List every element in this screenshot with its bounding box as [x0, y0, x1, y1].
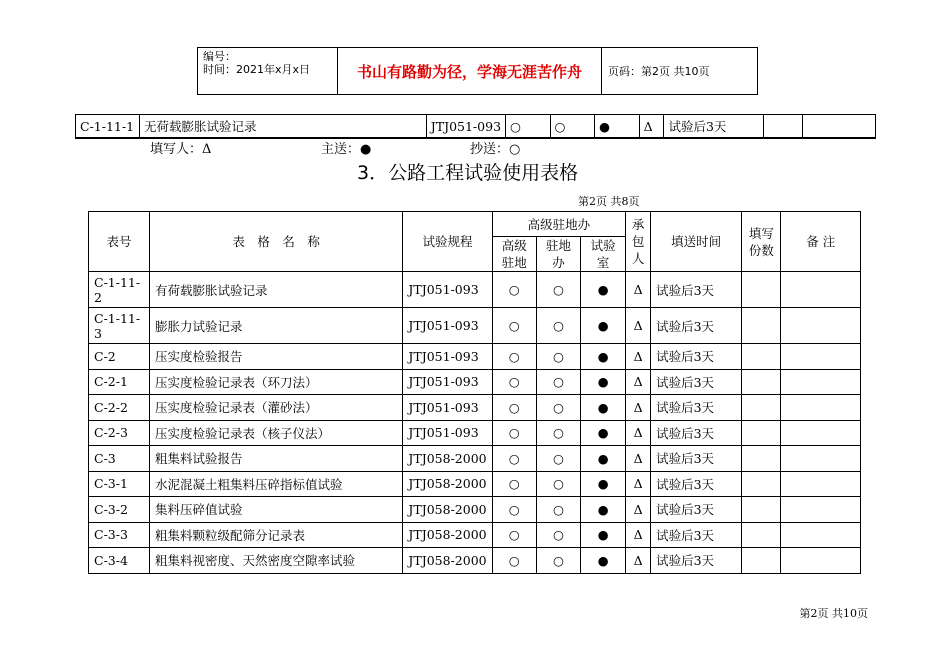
cell-remark	[781, 548, 861, 574]
cell-sub2: ○	[536, 471, 580, 497]
col-code-header: 表号	[89, 212, 150, 272]
cell-code: C-2	[89, 344, 150, 370]
col-group-header: 高级驻地办	[492, 212, 626, 237]
cell-contractor: Δ	[626, 420, 651, 446]
cell-contractor: Δ	[626, 497, 651, 523]
cell-code: C-1-11-1	[76, 115, 140, 139]
cell-contractor: Δ	[626, 548, 651, 574]
cell-contractor: Δ	[626, 522, 651, 548]
cell-name: 集料压碎值试验	[150, 497, 403, 523]
document-header	[197, 47, 758, 95]
col-contractor-header: 承包人	[626, 212, 651, 272]
cell-remark	[781, 344, 861, 370]
cell-sub3: ●	[581, 548, 626, 574]
cell-copies	[742, 446, 781, 472]
cell-sub1: ○	[492, 446, 536, 472]
header-meta	[198, 48, 338, 94]
cell-time: 试验后3天	[651, 395, 742, 421]
col-sub2-header: 驻地办	[536, 237, 580, 272]
cell-sub2: ○	[536, 369, 580, 395]
previous-table-row	[75, 114, 876, 139]
cell-copies	[742, 471, 781, 497]
cell-remark	[781, 446, 861, 472]
table-row	[89, 344, 861, 370]
cell-sub2: ○	[536, 522, 580, 548]
cell-code: C-2-1	[89, 369, 150, 395]
table-row	[89, 369, 861, 395]
cell-sub1: ○	[492, 522, 536, 548]
cell-contractor: Δ	[626, 369, 651, 395]
cell-name: 粗集料试验报告	[150, 446, 403, 472]
cell-code: C-3-1	[89, 471, 150, 497]
cell-contractor: Δ	[626, 471, 651, 497]
cell-time: 试验后3天	[651, 272, 742, 308]
table-row	[89, 395, 861, 421]
cell-sub3: ●	[581, 272, 626, 308]
col-name-header: 表 格 名 称	[150, 212, 403, 272]
cell-remark	[781, 497, 861, 523]
cell-remark	[781, 420, 861, 446]
cell-sub3: ●	[581, 344, 626, 370]
cell-code: C-3-4	[89, 548, 150, 574]
cell-sub1: ○	[506, 115, 551, 139]
col-sub1-header: 高级驻地	[492, 237, 536, 272]
cell-copies	[742, 272, 781, 308]
cell-sub3: ●	[581, 446, 626, 472]
cell-code: C-2-3	[89, 420, 150, 446]
legend-filler: 填写人：Δ	[150, 142, 212, 157]
table-row	[89, 272, 861, 308]
cell-spec: JTJ051-093	[403, 272, 492, 308]
cell-sub3: ●	[581, 395, 626, 421]
cell-sub2: ○	[536, 272, 580, 308]
cell-code: C-3-3	[89, 522, 150, 548]
cell-time: 试验后3天	[651, 420, 742, 446]
number-label: 编号：	[203, 50, 236, 63]
cell-time: 试验后3天	[651, 369, 742, 395]
header-page-label: 页码：第2页 共10页	[608, 65, 710, 78]
cell-name: 压实度检验记录表（灌砂法）	[150, 395, 403, 421]
cell-remark	[781, 522, 861, 548]
cell-code: C-3	[89, 446, 150, 472]
cell-sub1: ○	[492, 548, 536, 574]
table-row	[89, 471, 861, 497]
cell-time: 试验后3天	[651, 548, 742, 574]
cell-remark	[803, 115, 876, 139]
table-row	[76, 115, 876, 139]
cell-contractor: Δ	[626, 308, 651, 344]
cell-spec: JTJ058-2000	[403, 548, 492, 574]
cell-copies	[742, 420, 781, 446]
table-row	[89, 420, 861, 446]
cell-spec: JTJ058-2000	[403, 446, 492, 472]
cell-sub2: ○	[536, 420, 580, 446]
cell-name: 有荷载膨胀试验记录	[150, 272, 403, 308]
cell-sub3: ●	[581, 497, 626, 523]
cell-sub1: ○	[492, 344, 536, 370]
cell-contractor: Δ	[626, 344, 651, 370]
cell-spec: JTJ051-093	[403, 420, 492, 446]
cell-sub2: ○	[536, 446, 580, 472]
cell-name: 压实度检验报告	[150, 344, 403, 370]
col-copies-header: 填写份数	[742, 212, 781, 272]
cell-copies	[763, 115, 802, 139]
legend-main-send: 主送：●	[321, 142, 372, 157]
cell-name: 粗集料颗粒级配筛分记录表	[150, 522, 403, 548]
cell-sub1: ○	[492, 369, 536, 395]
cell-contractor: Δ	[626, 395, 651, 421]
time-label: 时间：2021年x月x日	[203, 63, 311, 76]
cell-remark	[781, 272, 861, 308]
table-row	[89, 497, 861, 523]
cell-spec: JTJ051-093	[403, 395, 492, 421]
cell-time: 试验后3天	[651, 497, 742, 523]
cell-spec: JTJ058-2000	[403, 522, 492, 548]
test-forms-table	[88, 211, 861, 574]
cell-sub1: ○	[492, 420, 536, 446]
col-sub3-header: 试验室	[581, 237, 626, 272]
cell-name: 压实度检验记录表（环刀法）	[150, 369, 403, 395]
cell-spec: JTJ051-093	[426, 115, 505, 139]
cell-name: 水泥混凝土粗集料压碎指标值试验	[150, 471, 403, 497]
cell-copies	[742, 395, 781, 421]
page-indicator: 第2页 共8页	[578, 195, 640, 208]
cell-name: 膨胀力试验记录	[150, 308, 403, 344]
col-time-header: 填送时间	[651, 212, 742, 272]
section-title: 3．公路工程试验使用表格	[357, 162, 579, 184]
cell-remark	[781, 369, 861, 395]
table-row	[89, 548, 861, 574]
cell-code: C-2-2	[89, 395, 150, 421]
table-row	[89, 308, 861, 344]
cell-sub3: ●	[581, 420, 626, 446]
cell-sub2: ○	[536, 308, 580, 344]
cell-name: 无荷载膨胀试验记录	[139, 115, 426, 139]
cell-contractor: Δ	[626, 272, 651, 308]
cell-sub2: ○	[536, 497, 580, 523]
cell-name: 粗集料视密度、天然密度空隙率试验	[150, 548, 403, 574]
cell-spec: JTJ058-2000	[403, 471, 492, 497]
cell-copies	[742, 548, 781, 574]
cell-code: C-3-2	[89, 497, 150, 523]
cell-contractor: Δ	[626, 446, 651, 472]
cell-sub1: ○	[492, 272, 536, 308]
cell-time: 试验后3天	[651, 308, 742, 344]
cell-time: 试验后3天	[651, 522, 742, 548]
cell-copies	[742, 522, 781, 548]
cell-sub1: ○	[492, 395, 536, 421]
cell-time: 试验后3天	[651, 471, 742, 497]
cell-sub2: ○	[550, 115, 595, 139]
header-motto: 书山有路勤为径，学海无涯苦作舟	[338, 48, 602, 94]
cell-sub3: ●	[581, 308, 626, 344]
page-footer: 第2页 共10页	[799, 607, 868, 620]
cell-spec: JTJ058-2000	[403, 497, 492, 523]
cell-sub3: ●	[595, 115, 640, 139]
cell-name: 压实度检验记录表（核子仪法）	[150, 420, 403, 446]
cell-remark	[781, 395, 861, 421]
cell-copies	[742, 308, 781, 344]
cell-spec: JTJ051-093	[403, 344, 492, 370]
cell-sub3: ●	[581, 369, 626, 395]
cell-spec: JTJ051-093	[403, 369, 492, 395]
cell-sub1: ○	[492, 308, 536, 344]
cell-sub3: ●	[581, 471, 626, 497]
cell-sub2: ○	[536, 395, 580, 421]
cell-remark	[781, 308, 861, 344]
table-row	[89, 446, 861, 472]
cell-time: 试验后3天	[664, 115, 763, 139]
table-row	[89, 522, 861, 548]
legend-copy-send: 抄送：○	[470, 142, 521, 157]
cell-sub1: ○	[492, 497, 536, 523]
cell-copies	[742, 344, 781, 370]
cell-time: 试验后3天	[651, 344, 742, 370]
cell-sub2: ○	[536, 344, 580, 370]
cell-time: 试验后3天	[651, 446, 742, 472]
cell-remark	[781, 471, 861, 497]
cell-code: C-1-11-2	[89, 272, 150, 308]
cell-spec: JTJ051-093	[403, 308, 492, 344]
cell-sub1: ○	[492, 471, 536, 497]
cell-copies	[742, 497, 781, 523]
cell-code: C-1-11-3	[89, 308, 150, 344]
cell-sub3: ●	[581, 522, 626, 548]
cell-sub2: ○	[536, 548, 580, 574]
cell-copies	[742, 369, 781, 395]
col-spec-header: 试验规程	[403, 212, 492, 272]
col-remark-header: 备 注	[781, 212, 861, 272]
cell-contractor: Δ	[639, 115, 664, 139]
